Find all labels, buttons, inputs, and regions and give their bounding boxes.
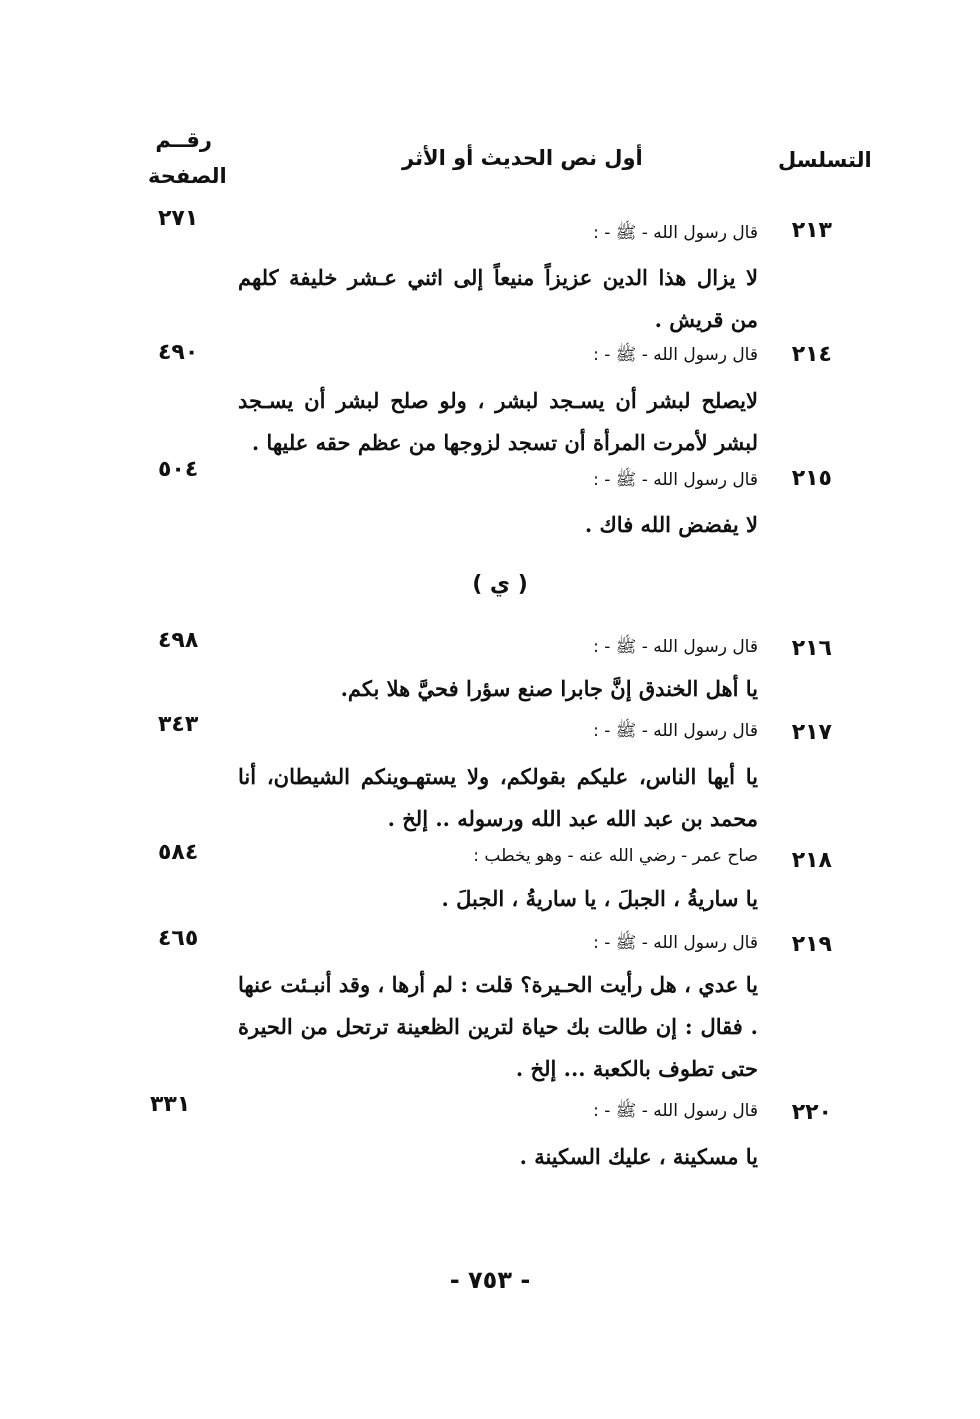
entry-serial: ٢١٦ — [791, 636, 832, 661]
entry-intro: قال رسول الله - ﷺ - : — [593, 223, 758, 243]
entry-intro: قال رسول الله - ﷺ - : — [593, 933, 758, 953]
entry-page-number: ٢٧١ — [158, 206, 199, 231]
entry-text: يا ساريةُ ، الجبلَ ، يا ساريةُ ، الجبلَ . — [441, 886, 758, 911]
entry-text: لا يزال هذا الدين عزيزاً منيعاً إلى اثني عـشر خليفة كلهم من قريش . — [238, 265, 758, 332]
entry-intro: قال رسول الله - ﷺ - : — [593, 1101, 758, 1121]
entry-text: يا أيها الناس، عليكم بقولكم، ولا يستهـوينكم الشيطان، أنا محمد بن عبد الله عبد الله ورسوله .. إلخ . — [238, 764, 758, 831]
entry-intro: قال رسول الله - ﷺ - : — [593, 637, 758, 657]
entry-page-number: ٤٦٥ — [158, 926, 199, 951]
entry-serial: ٢١٧ — [791, 720, 832, 745]
entry-serial: ٢١٤ — [791, 342, 832, 367]
entry-serial: ٢١٨ — [791, 848, 832, 873]
entry-intro: صاح عمر - رضي الله عنه - وهو يخطب : — [473, 846, 758, 866]
entry-page-number: ٤٩٨ — [158, 628, 199, 653]
entry-page-number: ٣٣١ — [150, 1092, 191, 1117]
column-header-page-line1: رقــم — [155, 128, 212, 152]
column-header-text: أول نص الحديث أو الأثر — [402, 146, 643, 170]
entry-intro: قال رسول الله - ﷺ - : — [593, 470, 758, 490]
entry-text: يا مسكينة ، عليك السكينة . — [519, 1144, 758, 1169]
section-heading: ( ي ) — [472, 572, 528, 597]
entry-page-number: ٤٩٠ — [158, 340, 199, 365]
entry-text: يا أهل الخندق إنَّ جابرا صنع سؤرا فحيَّ هلا بكم. — [340, 676, 758, 701]
entry-serial: ٢١٣ — [791, 218, 832, 243]
entry-text: لا يفضض الله فاك . — [584, 512, 758, 537]
entry-intro: قال رسول الله - ﷺ - : — [593, 721, 758, 741]
entry-text: يا عدي ، هل رأيت الحـيرة؟ قلت : لم أرها ، وقد أنبـئت عنها . فقال : إن طالت بك حياة لترين الظعينة ترتحل من الحيرة حتى تطوف بالكعبة ... إلخ . — [238, 972, 758, 1081]
entry-serial: ٢١٥ — [791, 466, 832, 491]
entry-page-number: ٥٨٤ — [158, 840, 199, 865]
entry-serial: ٢١٩ — [791, 932, 832, 957]
column-header-page-line2: الصفحة — [148, 164, 227, 188]
entry-intro: قال رسول الله - ﷺ - : — [593, 345, 758, 365]
entry-serial: ٢٢٠ — [791, 1100, 832, 1125]
page-number: - ٧٥٣ - — [449, 1266, 531, 1294]
entry-page-number: ٥٠٤ — [158, 457, 199, 482]
entry-text: لايصلح لبشر أن يسـجد لبشر ، ولو صلح لبشر أن يسـجد لبشر لأمرت المرأة أن تسجد لزوجها من عظم حقه عليها . — [238, 388, 758, 455]
entry-page-number: ٣٤٣ — [158, 712, 199, 737]
column-header-serial: التسلسل — [778, 148, 872, 172]
